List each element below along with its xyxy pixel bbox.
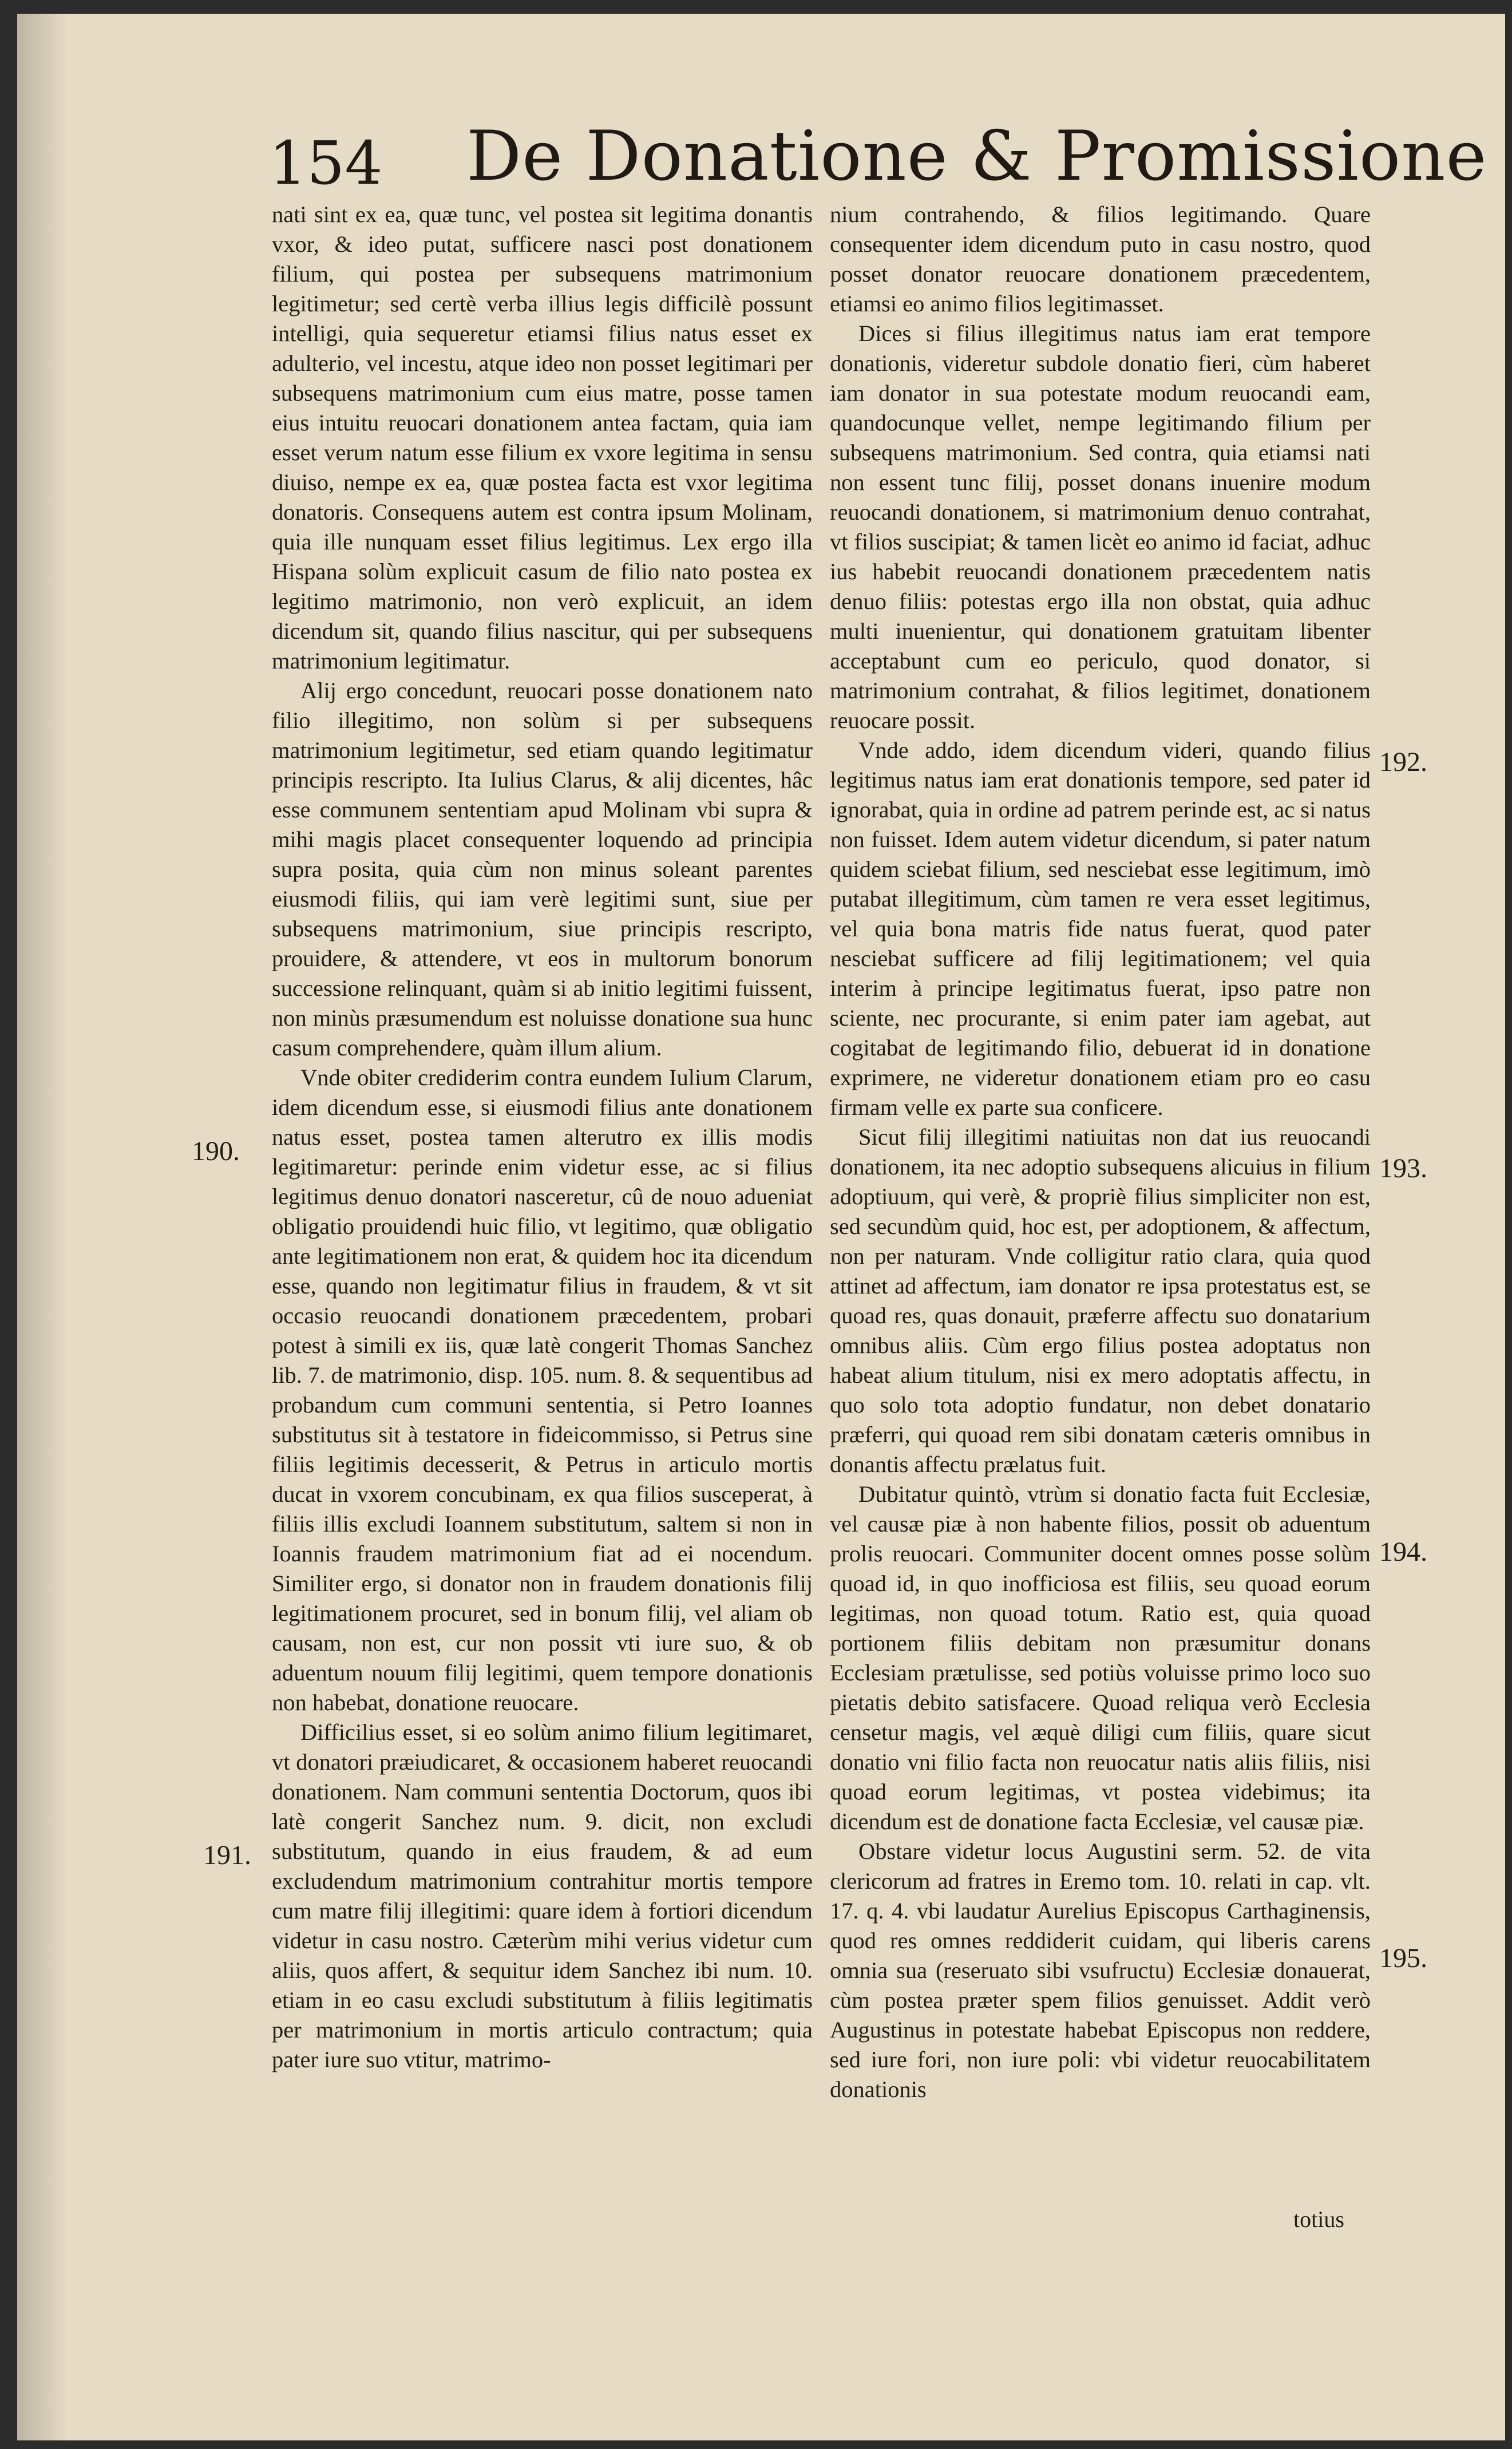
paragraph: Vnde addo, idem dicendum videri, quando filius legitimus natus iam erat donationis tempore, sed pater id ignorabat, quia in ordine ad patrem perinde est, ac si natus non fuisset. Idem autem videtur dicendum, si pater natum quidem sciebat filium, sed nesciebat esse legitimum, imò putabat illegitimum, cùm tamen re vera esset legitimus, vel quia bona matris fide natus fuerat, quod pater nesciebat sufficere ad filij legitimationem; vel quia interim à principe legitimatus fuerat, ipso patre non sciente, nec procurante, si enim pater iam agebat, aut cogitabat de legitimando filio, debuerat id in donatione exprimere, ne videretur donationem etiam pro eo casu firmam velle ex parte sua conficere.: [830, 737, 1371, 1120]
running-title: De Donatione & Promissione: [466, 117, 1487, 196]
paragraph: Dices si filius illegitimus natus iam erat tempore donationis, videretur subdole donatio fieri, cùm haberet iam donator in sua potestate modum reuocandi eam, quandocunque vellet, nempe legitimando filium per subsequens matrimonium. Sed contra, quia etiamsi nati non essent tunc filij, posset donans inuenire modum reuocandi donationem, si matrimonium denuo contrahat, vt filios suscipiat; & tamen licèt eo animo id faciat, adhuc ius habebit reuocandi donationem præcedentem natis denuo filiis: potestas ergo illa non obstat, quia adhuc multi inuenientur, qui donationem gratuitam libenter acceptabunt cum eo periculo, quod donator, si matrimonium contrahat, & filios legitimet, donationem reuocare possit.: [830, 321, 1371, 733]
paragraph: Obstare videtur locus Augustini serm. 52. de vita clericorum ad fratres in Eremo tom. 10. relati in cap. vlt. 17. q. 4. vbi laudatur Aurelius Episcopus Carthaginensis, quod res omnes reddiderit cuidam, qui liberis carens omnia sua (reseruato sibi vsufructu) Ecclesiæ donauerat, cùm postea præter spem filios genuisset. Addit verò Augustinus in potestate habebat Episcopus non reddere, sed iure fori, non iure poli: vbi videtur reuocabilitatem donationis: [830, 1838, 1371, 2102]
margin-number-193: 193.: [1379, 1153, 1427, 1184]
page-number: 154: [269, 128, 383, 198]
paragraph: nati sint ex ea, quæ tunc, vel postea sit legitima donantis vxor, & ideo putat, sufficere nasci post donationem filium, qui postea per subsequens matrimonium legitimetur; sed certè verba illius legis difficilè possunt intelligi, quia sequeretur etiamsi filius natus esset ex adulterio, vel incestu, atque ideo non posset legitimari per subsequens matrimonium cum eius matre, posse tamen eius intuitu reuocari donationem antea factam, quia iam esset verum natum esse filium ex vxore legitima in sensu diuiso, nempe ex ea, quæ postea facta est vxor legitima donatoris. Consequens autem est contra ipsum Molinam, quia ille nunquam esset filius legitimus. Lex ergo illa Hispana solùm explicuit casum de filio nato postea ex legitimo matrimonio, non verò explicuit, an idem dicendum sit, quando filius nascitur, qui per subsequens matrimonium legitimatur.: [272, 201, 813, 674]
paragraph: Alij ergo concedunt, reuocari posse donationem nato filio illegitimo, non solùm si per subsequens matrimonium legitimetur, sed etiam quando legitimatur principis rescripto. Ita Iulius Clarus, & alij dicentes, hâc esse communem sententiam apud Molinam vbi supra & mihi magis placet consequenter loquendo ad principia supra posita, quia cùm non minus soleant parentes eiusmodi filiis, qui iam verè legitimi sunt, siue per subsequens matrimonium, siue principis rescripto, prouidere, & attendere, vt eos in multorum bonorum successione relinquant, quàm si ab initio legitimi fuissent, non minùs præsumendum est noluisse donatione sua hunc casum comprehendere, quàm illum alium.: [272, 678, 813, 1061]
catchword: totius: [1293, 2206, 1344, 2232]
paragraph: Sicut filij illegitimi natiuitas non dat ius reuocandi donationem, ita nec adoptio subsequens alicuius in filium adoptiuum, qui verè, & propriè filius simpliciter non est, sed secundùm quid, hoc est, per adoptionem, & affectum, non per naturam. Vnde colligitur ratio clara, quia quod attinet ad affectum, iam donator re ipsa protestatus est, se quoad res, quas donauit, præferre affectu suo donatarium omnibus aliis. Cùm ergo filius postea adoptatus non habeat alium titulum, nisi ex mero adoptatis affectu, in quo solo tota adoptio fundatur, non debet donatario præferri, qui quoad rem sibi donatam cæteris omnibus in donantis affectu prælatus fuit.: [830, 1124, 1371, 1477]
margin-number-192: 192.: [1379, 747, 1427, 777]
paragraph: nium contrahendo, & filios legitimando. Quare consequenter idem dicendum puto in casu nostro, quod posset donator reuocare donationem præcedentem, etiamsi eo animo filios legitimasset.: [830, 201, 1371, 316]
paragraph: Difficilius esset, si eo solùm animo filium legitimaret, vt donatori præiudicaret, & occasionem haberet reuocandi donationem. Nam communi sententia Doctorum, quos ibi latè congerit Sanchez num. 9. dicit, non excludi substitutum, quando in eius fraudem, & ad eum excludendum matrimonium contrahitur mortis tempore cum matre filij illegitimi: quare idem à fortiori dicendum videtur in casu nostro. Cæterùm mihi verius videtur cum aliis, quos affert, & sequitur idem Sanchez ibi num. 10. etiam in eo casu excludi substitutum à filiis legitimatis per matrimonium in mortis articulo contractum; quia pater iure suo vtitur, matrimo-: [272, 1719, 813, 2072]
left-column: [272, 200, 813, 2075]
margin-number-190: 190.: [192, 1136, 240, 1166]
margin-number-194: 194.: [1379, 1537, 1427, 1567]
margin-number-191: 191.: [203, 1840, 251, 1870]
paragraph: Dubitatur quintò, vtrùm si donatio facta fuit Ecclesiæ, vel causæ piæ à non habente filios, possit ob aduentum prolis reuocari. Communiter docent omnes posse solùm quoad id, in quo inofficiosa est filiis, seu quoad eorum legitimas, non quoad totum. Ratio est, quia quoad portionem filiis debitam non præsumitur donans Ecclesiam prætulisse, sed potiùs voluisse primo loco suo pietatis debito satisfacere. Quoad reliqua verò Ecclesia censetur magis, vel æquè diligi cum filiis, quare sicut donatio vni filio facta non reuocatur natis aliis filiis, nisi quoad eorum legitimas, vt postea videbimus; ita dicendum est de donatione facta Ecclesiæ, vel causæ piæ.: [830, 1481, 1371, 1834]
paragraph: Vnde obiter crediderim contra eundem Iulium Clarum, idem dicendum esse, si eiusmodi filius ante donationem natus esset, postea tamen alterutro ex illis modis legitimaretur: perinde enim videtur esse, ac si filius legitimus denuo donatori nasceretur, cû de nouo adueniat obligatio prouidendi huic filio, vt legitimo, quæ obligatio ante legitimationem non erat, & quidem hoc ita dicendum esse, quando non legitimatur filius in fraudem, & vt sit occasio reuocandi donationem præcedentem, probari potest à simili ex iis, quæ latè congerit Thomas Sanchez lib. 7. de matrimonio, disp. 105. num. 8. & sequentibus ad probandum cum communi sententia, si Petro Ioannes substitutus sit à testatore in fideicommisso, si Petrus sine filiis legitimis decesserit, & Petrus in articulo mortis ducat in vxorem concubinam, ex qua filios susceperat, à filiis illis excludi Ioannem substitutum, saltem si non in Ioannis fraudem matrimonium fiat ad ei nocendum. Similiter ergo, si donator non in fraudem donationis filij legitimationem procuret, sed in bonum filij, vel aliam ob causam, non est, cur non possit vti iure suo, & ob aduentum nouum filij legitimi, quem tempore donationis non habebat, donatione reuocare.: [272, 1065, 813, 1715]
margin-number-195: 195.: [1379, 1943, 1427, 1973]
right-column: [830, 200, 1371, 2104]
book-page: [17, 14, 1505, 2440]
